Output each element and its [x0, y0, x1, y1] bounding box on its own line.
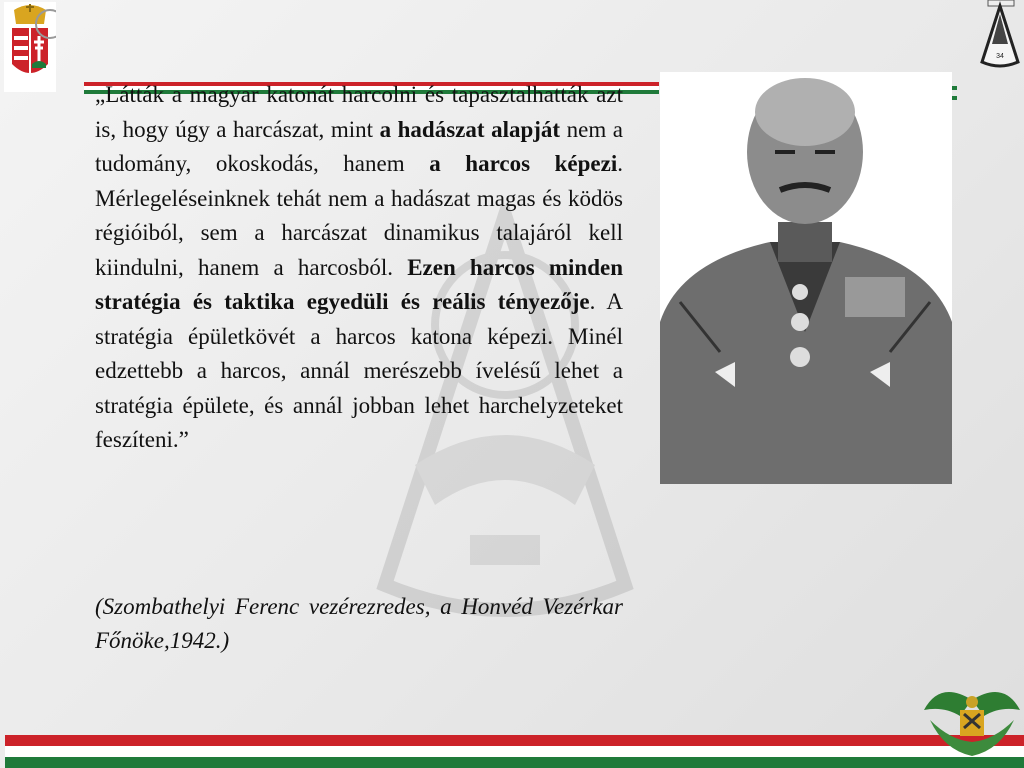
- coat-of-arms-icon: [4, 2, 56, 92]
- quote-part: „Látták a magyar katonát harcolni és tapasztalhatták azt is, hogy úgy a harcászat, mint: [95, 82, 623, 142]
- quote-attribution: (Szombathelyi Ferenc vezérezredes, a Honvéd Vezérkar Főnöke,1942.): [95, 594, 623, 653]
- flag-stripe-bottom: [5, 735, 1024, 768]
- quote-text: [95, 78, 623, 458]
- quote-emphasis: Ezen harcos minden stratégia és taktika egyedüli és reális tényezője: [95, 254, 623, 314]
- quote-emphasis: a hadászat alapját: [379, 116, 561, 142]
- svg-text:34: 34: [996, 53, 1004, 60]
- portrait-photo: [660, 72, 952, 484]
- quote-part: . A stratégia épületkövét a harcos katona képezi. Minél edzettebb a harcos, annál merészebb ívelésű lehet a stratégia épülete, és annál jobban lehet harchelyzeteket feszíteni.”: [95, 289, 623, 452]
- unit-badge-icon: [978, 0, 1022, 72]
- flag-mark-right: [952, 84, 957, 102]
- quote-emphasis: a harcos képezi: [429, 151, 618, 176]
- eagle-emblem-icon: [920, 680, 1024, 760]
- quote-part: . Mérlegeléseinknek tehát nem a hadászat magas és ködös régióiból, sem a harcászat dinamikus talajáról kell kiindulni, hanem a harcosból.: [95, 151, 623, 280]
- quote-part: nem a tudomány, okoskodás, hanem: [95, 116, 624, 176]
